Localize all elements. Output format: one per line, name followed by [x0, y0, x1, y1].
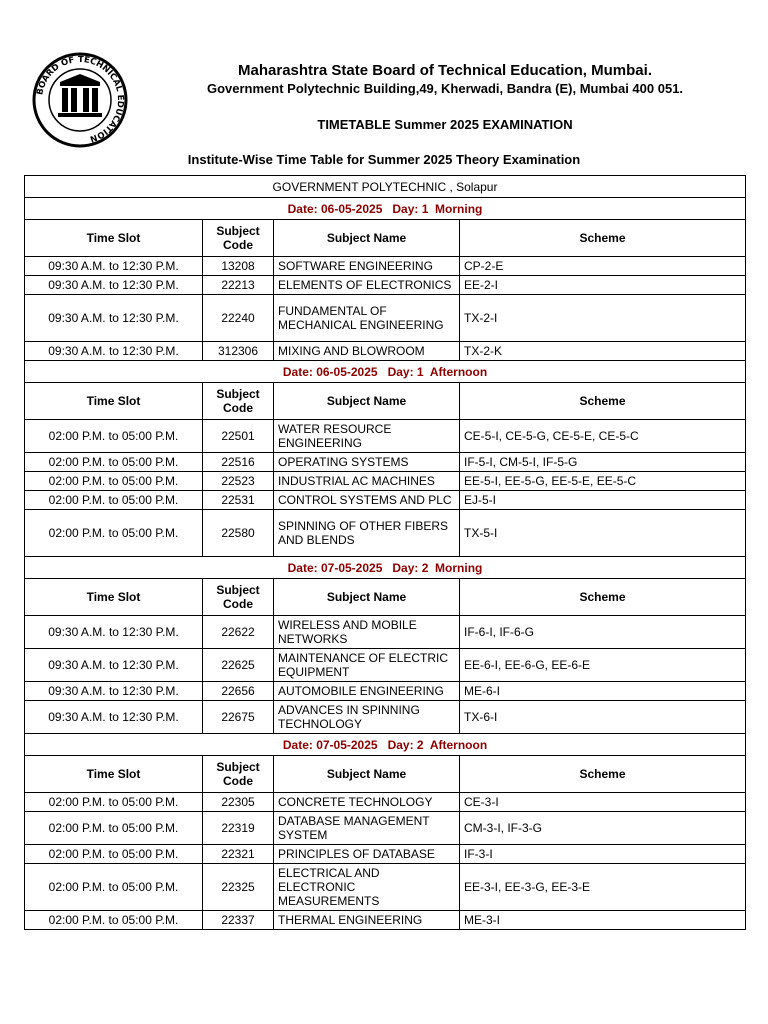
scheme-cell: EE-5-I, EE-5-G, EE-5-E, EE-5-C [460, 472, 746, 491]
scheme-cell: EE-3-I, EE-3-G, EE-3-E [460, 864, 746, 911]
subject-name-cell: CONTROL SYSTEMS AND PLC [274, 491, 460, 510]
scheme-cell: IF-6-I, IF-6-G [460, 616, 746, 649]
timetable-body [25, 176, 746, 930]
column-header-row [25, 756, 746, 793]
subject-name-cell: INDUSTRIAL AC MACHINES [274, 472, 460, 491]
timetable-table [24, 175, 746, 930]
subject-name-cell: WATER RESOURCE ENGINEERING [274, 420, 460, 453]
time-slot-cell: 02:00 P.M. to 05:00 P.M. [25, 793, 203, 812]
scheme-cell: IF-3-I [460, 845, 746, 864]
scheme-cell: CM-3-I, IF-3-G [460, 812, 746, 845]
timetable-title: TIMETABLE Summer 2025 EXAMINATION [317, 117, 573, 132]
table-row [25, 420, 746, 453]
scheme-cell: TX-2-K [460, 342, 746, 361]
date-label: Date: 07-05-2025 Day: 2 Afternoon [25, 734, 746, 756]
date-label: Date: 06-05-2025 Day: 1 Afternoon [25, 361, 746, 383]
time-slot-cell: 09:30 A.M. to 12:30 P.M. [25, 276, 203, 295]
scheme-cell: ME-6-I [460, 682, 746, 701]
column-header-time-slot: Time Slot [25, 383, 203, 420]
date-label: Date: 07-05-2025 Day: 2 Morning [25, 557, 746, 579]
table-row [25, 276, 746, 295]
table-row [25, 257, 746, 276]
column-header-time-slot: Time Slot [25, 579, 203, 616]
subject-code-cell: 22305 [203, 793, 274, 812]
time-slot-cell: 02:00 P.M. to 05:00 P.M. [25, 472, 203, 491]
scheme-cell: TX-5-I [460, 510, 746, 557]
scheme-cell: EE-6-I, EE-6-G, EE-6-E [460, 649, 746, 682]
date-row [25, 557, 746, 579]
subject-code-cell: 13208 [203, 257, 274, 276]
date-label: Date: 06-05-2025 Day: 1 Morning [25, 198, 746, 220]
board-title: Maharashtra State Board of Technical Education, Mumbai. [238, 62, 652, 79]
column-header-subject-code: Subject Code [203, 756, 274, 793]
column-header-time-slot: Time Slot [25, 220, 203, 257]
time-slot-cell: 02:00 P.M. to 05:00 P.M. [25, 453, 203, 472]
table-row [25, 701, 746, 734]
column-header-subject-code: Subject Code [203, 220, 274, 257]
subject-code-cell: 22319 [203, 812, 274, 845]
time-slot-cell: 09:30 A.M. to 12:30 P.M. [25, 295, 203, 342]
table-row [25, 342, 746, 361]
time-slot-cell: 09:30 A.M. to 12:30 P.M. [25, 682, 203, 701]
subject-code-cell: 22213 [203, 276, 274, 295]
table-row [25, 793, 746, 812]
table-row [25, 472, 746, 491]
subject-code-cell: 22321 [203, 845, 274, 864]
subject-code-cell: 22337 [203, 911, 274, 930]
table-row [25, 812, 746, 845]
column-header-time-slot: Time Slot [25, 756, 203, 793]
subject-code-cell: 22656 [203, 682, 274, 701]
date-row [25, 734, 746, 756]
time-slot-cell: 02:00 P.M. to 05:00 P.M. [25, 812, 203, 845]
column-header-scheme: Scheme [460, 756, 746, 793]
column-header-row [25, 220, 746, 257]
subject-code-cell: 22580 [203, 510, 274, 557]
subject-name-cell: THERMAL ENGINEERING [274, 911, 460, 930]
column-header-subject-code: Subject Code [203, 579, 274, 616]
subject-name-cell: SPINNING OF OTHER FIBERS AND BLENDS [274, 510, 460, 557]
institute-name-row [25, 176, 746, 198]
table-row [25, 616, 746, 649]
subject-name-cell: ELEMENTS OF ELECTRONICS [274, 276, 460, 295]
subject-code-cell: 312306 [203, 342, 274, 361]
scheme-cell: TX-6-I [460, 701, 746, 734]
table-row [25, 911, 746, 930]
scheme-cell: EJ-5-I [460, 491, 746, 510]
subject-code-cell: 22240 [203, 295, 274, 342]
date-row [25, 198, 746, 220]
subject-code-cell: 22531 [203, 491, 274, 510]
subject-name-cell: ELECTRICAL AND ELECTRONIC MEASUREMENTS [274, 864, 460, 911]
column-header-subject-name: Subject Name [274, 383, 460, 420]
institute-timetable-heading: Institute-Wise Time Table for Summer 2025 Theory Examination [187, 152, 581, 167]
subject-name-cell: MIXING AND BLOWROOM [274, 342, 460, 361]
subject-name-cell: ADVANCES IN SPINNING TECHNOLOGY [274, 701, 460, 734]
time-slot-cell: 09:30 A.M. to 12:30 P.M. [25, 649, 203, 682]
column-header-row [25, 383, 746, 420]
subject-name-cell: PRINCIPLES OF DATABASE [274, 845, 460, 864]
column-header-scheme: Scheme [460, 220, 746, 257]
scheme-cell: EE-2-I [460, 276, 746, 295]
column-header-subject-code: Subject Code [203, 383, 274, 420]
date-row [25, 361, 746, 383]
subject-code-cell: 22625 [203, 649, 274, 682]
subject-name-cell: AUTOMOBILE ENGINEERING [274, 682, 460, 701]
time-slot-cell: 09:30 A.M. to 12:30 P.M. [25, 616, 203, 649]
scheme-cell: ME-3-I [460, 911, 746, 930]
time-slot-cell: 09:30 A.M. to 12:30 P.M. [25, 342, 203, 361]
scheme-cell: TX-2-I [460, 295, 746, 342]
time-slot-cell: 09:30 A.M. to 12:30 P.M. [25, 257, 203, 276]
table-row [25, 491, 746, 510]
subject-name-cell: DATABASE MANAGEMENT SYSTEM [274, 812, 460, 845]
subject-name-cell: FUNDAMENTAL OF MECHANICAL ENGINEERING [274, 295, 460, 342]
subject-name-cell: MAINTENANCE OF ELECTRIC EQUIPMENT [274, 649, 460, 682]
table-row [25, 510, 746, 557]
subject-code-cell: 22523 [203, 472, 274, 491]
subject-name-cell: WIRELESS AND MOBILE NETWORKS [274, 616, 460, 649]
subject-name-cell: OPERATING SYSTEMS [274, 453, 460, 472]
table-row [25, 682, 746, 701]
subject-name-cell: SOFTWARE ENGINEERING [274, 257, 460, 276]
msbte-logo-seal [30, 52, 130, 148]
column-header-row [25, 579, 746, 616]
subject-name-cell: CONCRETE TECHNOLOGY [274, 793, 460, 812]
table-row [25, 295, 746, 342]
column-header-scheme: Scheme [460, 579, 746, 616]
time-slot-cell: 09:30 A.M. to 12:30 P.M. [25, 701, 203, 734]
column-header-subject-name: Subject Name [274, 220, 460, 257]
subject-code-cell: 22622 [203, 616, 274, 649]
table-row [25, 649, 746, 682]
table-row [25, 864, 746, 911]
subject-code-cell: 22675 [203, 701, 274, 734]
logo-seal-text: BOARD OF TECHNICAL EDUCATION [35, 54, 126, 144]
subject-code-cell: 22325 [203, 864, 274, 911]
column-header-scheme: Scheme [460, 383, 746, 420]
subject-code-cell: 22516 [203, 453, 274, 472]
institute-name: GOVERNMENT POLYTECHNIC , Solapur [25, 176, 746, 198]
scheme-cell: CP-2-E [460, 257, 746, 276]
scheme-cell: CE-5-I, CE-5-G, CE-5-E, CE-5-C [460, 420, 746, 453]
column-header-subject-name: Subject Name [274, 756, 460, 793]
time-slot-cell: 02:00 P.M. to 05:00 P.M. [25, 845, 203, 864]
time-slot-cell: 02:00 P.M. to 05:00 P.M. [25, 864, 203, 911]
time-slot-cell: 02:00 P.M. to 05:00 P.M. [25, 420, 203, 453]
column-header-subject-name: Subject Name [274, 579, 460, 616]
subject-code-cell: 22501 [203, 420, 274, 453]
scheme-cell: IF-5-I, CM-5-I, IF-5-G [460, 453, 746, 472]
scheme-cell: CE-3-I [460, 793, 746, 812]
table-row [25, 453, 746, 472]
time-slot-cell: 02:00 P.M. to 05:00 P.M. [25, 491, 203, 510]
time-slot-cell: 02:00 P.M. to 05:00 P.M. [25, 510, 203, 557]
time-slot-cell: 02:00 P.M. to 05:00 P.M. [25, 911, 203, 930]
table-row [25, 845, 746, 864]
board-address: Government Polytechnic Building,49, Kherwadi, Bandra (E), Mumbai 400 051. [206, 81, 684, 96]
